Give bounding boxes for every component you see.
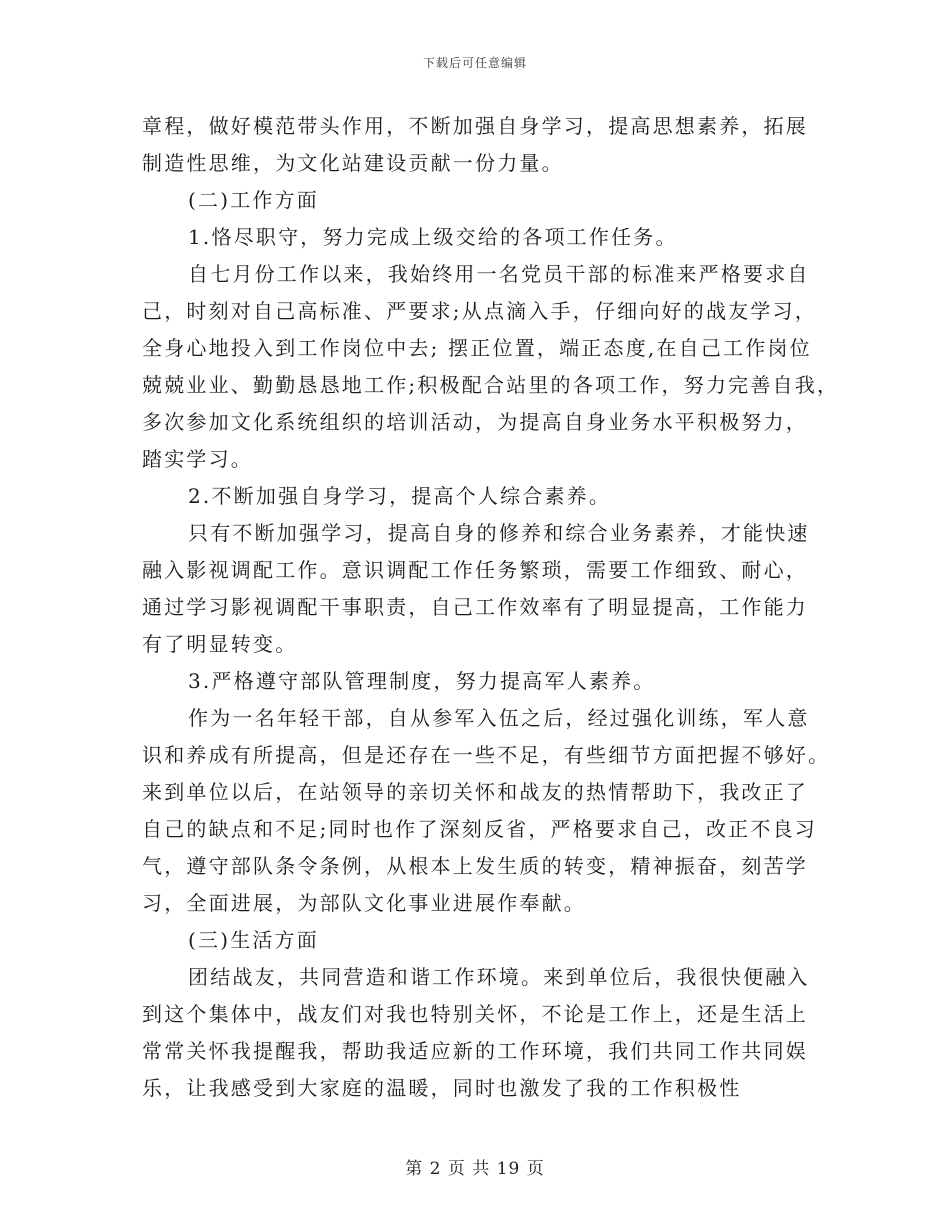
text-line: 踏实学习。 [142,447,253,471]
text-line: 1.恪尽职守，努力完成上级交给的各项工作任务。 [188,225,678,249]
text-line: 兢兢业业、勤勤恳恳地工作;积极配合站里的各项工作，努力完善自我， [142,373,840,397]
text-line: 作为一名年轻干部，自从参军入伍之后，经过强化训练，军人意 [188,706,810,730]
text-line: 制造性思维，为文化站建设贡献一份力量。 [142,151,564,175]
text-line: 习，全面进展，为部队文化事业进展作奉献。 [142,891,586,915]
text-line: 有了明显转变。 [142,632,298,656]
text-line: 常常关怀我提醒我，帮助我适应新的工作环境，我们共同工作共同娱 [142,1039,808,1063]
text-line: 来到单位以后，在站领导的亲切关怀和战友的热情帮助下，我改正了 [142,780,808,804]
text-line: 融入影视调配工作。意识调配工作任务繁琐，需要工作细致、耐心， [142,558,808,582]
document-body [142,108,840,1107]
text-line: 3.严格遵守部队管理制度，努力提高军人素养。 [188,669,656,693]
text-line: 己，时刻对自己高标准、严要求;从点滴入手，仔细向好的战友学习， [142,299,817,323]
text-line: 章程，做好模范带头作用，不断加强自身学习，提高思想素养，拓展 [142,114,808,138]
text-line: 气，遵守部队条令条例，从根本上发生质的转变，精神振奋，刻苦学 [142,854,808,878]
text-line: 自七月份工作以来，我始终用一名党员干部的标准来严格要求自 [188,262,810,286]
text-line: 识和养成有所提高，但是还存在一些不足，有些细节方面把握不够好。 [142,743,831,767]
text-line: (三)生活方面 [188,928,320,952]
text-line: 自己的缺点和不足;同时也作了深刻反省，严格要求自己，改正不良习 [142,817,817,841]
text-line: 乐，让我感受到大家庭的温暖，同时也激发了我的工作积极性 [142,1076,742,1100]
text-line: (二)工作方面 [188,188,320,212]
text-line: 团结战友，共同营造和谐工作环境。来到单位后，我很快便融入 [188,965,810,989]
text-line: 到这个集体中，战友们对我也特别关怀，不论是工作上，还是生活上 [142,1002,808,1026]
text-line: 多次参加文化系统组织的培训活动，为提高自身业务水平积极努力， [142,410,808,434]
text-line: 全身心地投入到工作岗位中去; 摆正位置，端正态度,在自己工作岗位 [142,336,812,360]
text-line: 通过学习影视调配干事职责，自己工作效率有了明显提高，工作能力 [142,595,808,619]
text-line: 只有不断加强学习，提高自身的修养和综合业务素养，才能快速 [188,521,810,545]
page-number: 第 2 页 共 19 页 [405,1159,545,1179]
text-line: 2.不断加强自身学习，提高个人综合素养。 [188,484,612,508]
page-header: 下载后可任意编辑 [422,56,527,70]
